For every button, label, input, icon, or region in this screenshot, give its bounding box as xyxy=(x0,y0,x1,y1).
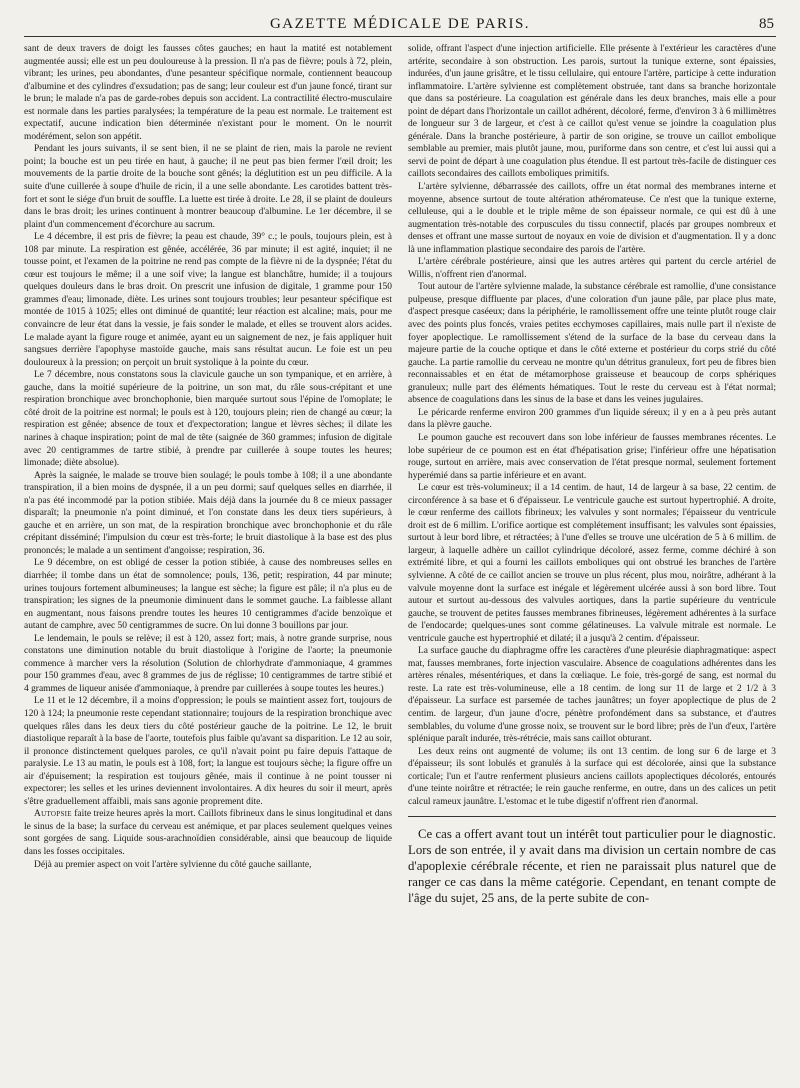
autopsie-paragraph xyxy=(24,808,392,858)
paragraph: Pendant les jours suivants, il se sent bien, il ne se plaint de rien, mais la parole ne revient point; la bouche est un peu tirée en haut, à gauche; il ne peut pas bien fermer l'œil droit; les mouvements de la partie droite de la bouche sont gênés; la déglutition est un peu difficile. A la suite d'une cuillerée à soupe d'huile de ricin, il a une selle abondante. Les carotides battent très-fort et sont le siége d'un bruit de souffle. La luette est tirée à droite. Le 28, il se plaint de douleurs dans le bras droit; les urines continuent à montrer beaucoup d'albumine. Le 1er décembre, il se plaint d'un commencement d'écorchure au sacrum. xyxy=(24,144,392,230)
paragraph: Les deux reins ont augmenté de volume; ils ont 13 centim. de long sur 6 de large et 3 d'épaisseur; ils sont lobulés et granulés à la surface qui est décolorée, ainsi que la substance corticale; l'un et l'autre renferment plusieurs anciens caillots apoplectiques décolorés, entourés d'une teinte noirâtre et rétractée; le rein gauche renferme, en outre, dans un des calices un petit calcul rameux jaunâtre. L'estomac et le tube digestif n'offrent rien d'anormal. xyxy=(408,746,776,807)
discussion-paragraph: Ce cas a offert avant tout un intérêt tout particulier pour le diagnostic. Lors de son entrée, il y avait dans ma division un certain nombre de cas d'apoplexie cérébrale récente, et rien ne paraissait plus naturel que de ranger ce cas dans la même catégorie. Cependant, en tenant compte de l'âge du sujet, 25 ans, de la perte subite de con- xyxy=(408,827,776,905)
paragraph: Après la saignée, le malade se trouve bien soulagé; le pouls tombe à 108; il a une abondante transpiration, il a bien moins de dyspnée, il a un peu dormi; sauf quelques selles en diarrhée, il n'a pas été incommodé par la potion stibiée. Mais déjà dans la journée du 8 ce mieux passager disparaît; la pneumonie n'a point diminué, et l'on constate dans les deux tiers supérieurs, à gauche et en arrière, un son mat, de la respiration bronchique avec bronchophonie et du râle crépitant disséminé; l'impulsion du cœur est très-forte; le bruit diastolique à la base est des plus prononcés; le malade a un sentiment d'angoisse; respiration, 36. xyxy=(24,470,392,556)
page-header xyxy=(24,10,776,37)
paragraph: Le 4 décembre, il est pris de fièvre; la peau est chaude, 39° c.; le pouls, toujours plein, est à 108 par minute. La respiration est gênée, accélérée, 36 par minute; il est agité, inquiet; il ne tousse point, et l'examen de la poitrine ne rend pas compte de la fièvre ni de la dyspnée; l'état du cœur est toujours le même; il a une soif vive; la langue est blanchâtre, humide; il a toujours quelques douleurs dans le bras droit. On prescrit une infusion de digitale, 1 gramme pour 150 grammes d'eau; limonade, diète. Les urines sont toujours troubles; leur pesanteur spécifique est montée de 1015 à 1025; elles ont diminué de quantité; leur réaction est alcaline; mais, pour me convaincre de leur état dans la vessie, je fais sonder le malade, et elles se trouvent alors acides. Le malade ayant la figure rouge et animée, ayant eu un saignement de nez, je fais appliquer huit sangsues derrière l'apophyse mastoïde gauche, mais sans résultat aucun. Le foie est un peu douloureux à la pression; on perçoit un bruit systolique à la pointe du cœur. xyxy=(24,232,392,368)
right-column xyxy=(408,43,776,906)
paragraph: Le péricarde renferme environ 200 grammes d'un liquide séreux; il y en a à peu près autant dans la plèvre gauche. xyxy=(408,407,776,431)
paragraph: Le poumon gauche est recouvert dans son lobe inférieur de fausses membranes récentes. Le lobe supérieur de ce poumon est en état d'hépatisation grise; l'inférieur offre une hépatisation rouge, surtout en arrière, mais avec conservation de l'état presque normal, seulement fortement hyperémié dans sa partie inférieure et en avant. xyxy=(408,432,776,481)
text-columns xyxy=(24,43,776,906)
page-number: 85 xyxy=(759,16,774,32)
paragraph: Le 9 décembre, on est obligé de cesser la potion stibiée, à cause des nombreuses selles en diarrhée; il tombe dans un état de somnolence; pouls, 136, petit; respiration, 44 par minute; urines toujours fortement albumineuses; la langue est sèche; la figure est pâle; il n'a plus eu de transpiration; les signes de la pneumonie diminuent dans le sommet gauche. La faiblesse allant en augmentant, nous faisons prendre toutes les heures 10 centigrammes d'acide benzoïque et autant de camphre, avec 50 centigrammes de sucre. On lui donne 3 bouillons par jour. xyxy=(24,558,392,632)
paragraph: Le 11 et le 12 décembre, il a moins d'oppression; le pouls se maintient assez fort, toujours de 120 à 124; la pneumonie reste cependant stationnaire; toujours de la respiration bronchique avec quelques râles dans les deux tiers du côté postérieur gauche de la poitrine. Le 12, le bruit diastolique reparaît à la base de l'aorte, toutefois plus faible qu'avant sa disparition. Le 12 au soir, il prononce distinctement quelques paroles, ce qu'il n'avait point pu faire depuis l'attaque de paralysie. Le 13 au matin, le pouls est à 108, fort; la langue est toujours sèche; la figure offre un air d'épuisement; la respiration est toujours gênée, mais il continue à ne point tousser ni expectorer; les selles et les urines deviennent involontaires. A dix heures du soir il meurt, après s'être graduellement affaibli, mais sans agonie proprement dite. xyxy=(24,696,392,807)
paragraph: sant de deux travers de doigt les fausses côtes gauches; en haut la matité est notablement augmentée aussi; elle est un peu douloureuse à la pression. Il n'a pas de fièvre; pouls à 72, plein, vibrant; les urines, peu abondantes, d'une pesanteur spécifique normale, contiennent beaucoup d'albumine et des cylindres d'exsudation; pas de sang; leur couleur est d'un jaune foncé, tirant sur le brun; le malade n'a pas de garde-robes depuis son accident. La contractilité électro-musculaire est normale dans les parties paralysées; la température de la peau est normale. Le traitement est expectatif, aucune indication bien déterminée n'existant pour le moment. On le nourrit modérément, selon son appétit. xyxy=(24,44,392,142)
paragraph: Le 7 décembre, nous constatons sous la clavicule gauche un son tympanique, et en arrière, à gauche, dans la moitié supérieure de la poitrine, un son mat, du râle sous-crépitant et une respiration bronchique avec bronchophonie, bien marquée surtout sous l'épine de l'omoplate; le côté droit de la poitrine est normal; le pouls est à 120, toujours plein; rien de changé au cœur; la respiration est gênée; absence de toux et d'expectoration; langue et lèvres sèches; il dilate les narines à chaque inspiration; point de mal de tête (saignée de 360 grammes; infusion de digitale avec 20 centigrammes de tartre stibié, à prendre par cuillerée à soupe toutes les heures; limonade; diète absolue). xyxy=(24,370,392,469)
left-column xyxy=(24,43,392,906)
paragraph: Tout autour de l'artère sylvienne malade, la substance cérébrale est ramollie, d'une consistance pulpeuse, presque diffluente par places, d'une coloration d'un jaune pâle, par place plus mate, d'aspect presque caséeux; dans la périphérie, le ramollissement offre une teinte plutôt rouge clair avec des points plus foncés, vraies petites ecchymoses capillaires, mais nulle part il n'existe de foyer apoplectique. Le ramollissement s'étend de la surface de la base du cerveau dans la majeure partie de la couche optique et dans le côté externe et postérieur du corps strié du côté gauche. La partie ramollie du cerveau ne montre qu'un détritus granuleux, fort peu de fibres bien reconnaissables et en état de métamorphose graisseuse et beaucoup de corps sphériques granuleux; nulle part des éléments hématiques. Tout le reste du cerveau est à l'état normal; absence de coagulations dans les sinus de la base et dans les veines jugulaires. xyxy=(408,282,776,406)
paragraph: Le cœur est très-volumineux; il a 14 centim. de haut, 14 de largeur à sa base, 22 centim. de circonférence à sa base et 6 d'épaisseur. Le ventricule gauche est surtout hypertrophié. A droite, le cœur renferme des caillots fibrineux; les valvules y sont normales; l'épaisseur du ventricule droit est de 6 millim. L'orifice aortique est complétement insuffisant; les valvules sont épaissies, surtout à leur bord libre, et rétractées; à l'une d'elles se trouve une ulcération de 5 à 6 millim. de largeur, à laquelle adhère un caillot cylindrique décoloré, assez ferme, comme déchiré à son extrémité libre, et qui a fourni les caillots emboliques qui ont obstrué les branches de l'artère sylvienne. A côté de ce caillot ancien se trouve un plus récent, plus mou, noirâtre, adhérant à la valvule moyenne dont la surface est inégale et légèrement ulcérée aussi à son bord libre. Tout autour et surtout au-dessous des valvules aortiques, dans la partie supérieure du ventricule gauche, se trouvent de petites fausses membranes fibrineuses, légèrement adhérentes à la surface de l'endocarde; quelques-unes sont comme gélatineuses. La valvule mitrale est normale. Le ventricule gauche est hypertrophié et dilaté; il a jusqu'à 2 centim. d'épaisseur. xyxy=(408,483,776,644)
paragraph: Le lendemain, le pouls se relève; il est à 120, assez fort; mais, à notre grande surprise, nous constatons une diminution notable du bruit diastolique à l'origine de l'aorte; la pneumonie commence à marcher vers la résolution (Solution de chlorhydrate d'ammoniaque, 4 grammes pour 150 grammes d'eau, avec 8 grammes de jus de réglisse; 10 centigrammes de tartre stibié et 4 grammes de liqueur anisée d'ammoniaque, à prendre par cuillerées à soupe toutes les heures.) xyxy=(24,633,392,694)
running-title: GAZETTE MÉDICALE DE PARIS. xyxy=(269,16,531,32)
section-divider xyxy=(408,816,776,817)
paragraph: L'artère cérébrale postérieure, ainsi que les autres artères qui partent du cercle artériel de Willis, n'offrent rien d'anormal. xyxy=(408,257,776,280)
paragraph: L'artère sylvienne, débarrassée des caillots, offre un état normal des membranes interne et moyenne, absence surtout de toute altération athéromateuse. Ce n'est que la tunique externe, celluleuse, qui a le double et le triple même de son épaisseur normale, ce qui est dû à une augmentation très-notable des corpuscules du tissu connectif, placés par groupes nombreux et denses et offrant une masse surtout de noyaux en voie de division et d'augmentation. Il y a donc là une inflammation plastique secondaire des parois de l'artère. xyxy=(408,182,776,255)
paragraph: La surface gauche du diaphragme offre les caractères d'une pleurésie diaphragmatique: aspect mat, fausses membranes, forte injection vasculaire. Absence de coagulations adhérentes dans les artères rénales, mésentériques, et dans la cœliaque. Le foie, très-gorgé de sang, est normal du reste. La rate est très-volumineuse, elle a 18 centim. de long sur 11 de large et 2 1/2 à 3 d'épaisseur. La surface est parsemée de taches jaunâtres; un foyer apoplectique de plus de 2 centim. de largeur, d'un jaune d'ocre, pénètre profondément dans sa substance, et d'autres semblables, du volume d'une grosse noix, se trouvent sur le bord libre; près de l'un d'eux, l'artère splénique paraît indurée, très-rétrécie, mais sans caillot obturant. xyxy=(408,646,776,745)
autopsie-text: faite treize heures après la mort. Caillots fibrineux dans le sinus longitudinal et dans le sinus de la base; la surface du cerveau est anémique, et par places seulement quelques veines sont gorgées de sang. Liquide sous-arachnoïdien considérable, ainsi que beaucoup de liquide dans les fosses occipitales. xyxy=(24,809,392,857)
paragraph: Déjà au premier aspect on voit l'artère sylvienne du côté gauche saillante, xyxy=(34,859,312,870)
paragraph: solide, offrant l'aspect d'une injection artificielle. Elle présente à l'extérieur les caractères d'une artérite, secondaire à son obstruction. Les parois, surtout la tunique externe, sont épaissies, indurées, d'un jaune grisâtre, et le tissu cellulaire, qui entoure l'artère, participe à cette induration inflammatoire. L'artère sylvienne est complètement obstruée, tant dans sa branche horizontale que dans sa postérieure. La coagulation est générale dans les deux branches, mais elle a pour point de départ dans l'horizontale un caillot adhérent, décoloré, ferme, d'environ 3 à 6 millimètres de longueur sur 3 de largeur, et c'est à ce caillot qu'est venue se joindre la coagulation plus générale. Dans la branche postérieure, à partir de son origine, se trouve un caillot embolique semblable au premier, mais plutôt jaune, mou, puriforme dans son centre, et c'est lui aussi qui a servi de point de départ à une coagulation plus étendue. Il est partout très-facile de distinguer ces caillots secondaires des caillots emboliques primitifs. xyxy=(408,44,776,180)
autopsie-label: Autopsie xyxy=(34,809,72,820)
